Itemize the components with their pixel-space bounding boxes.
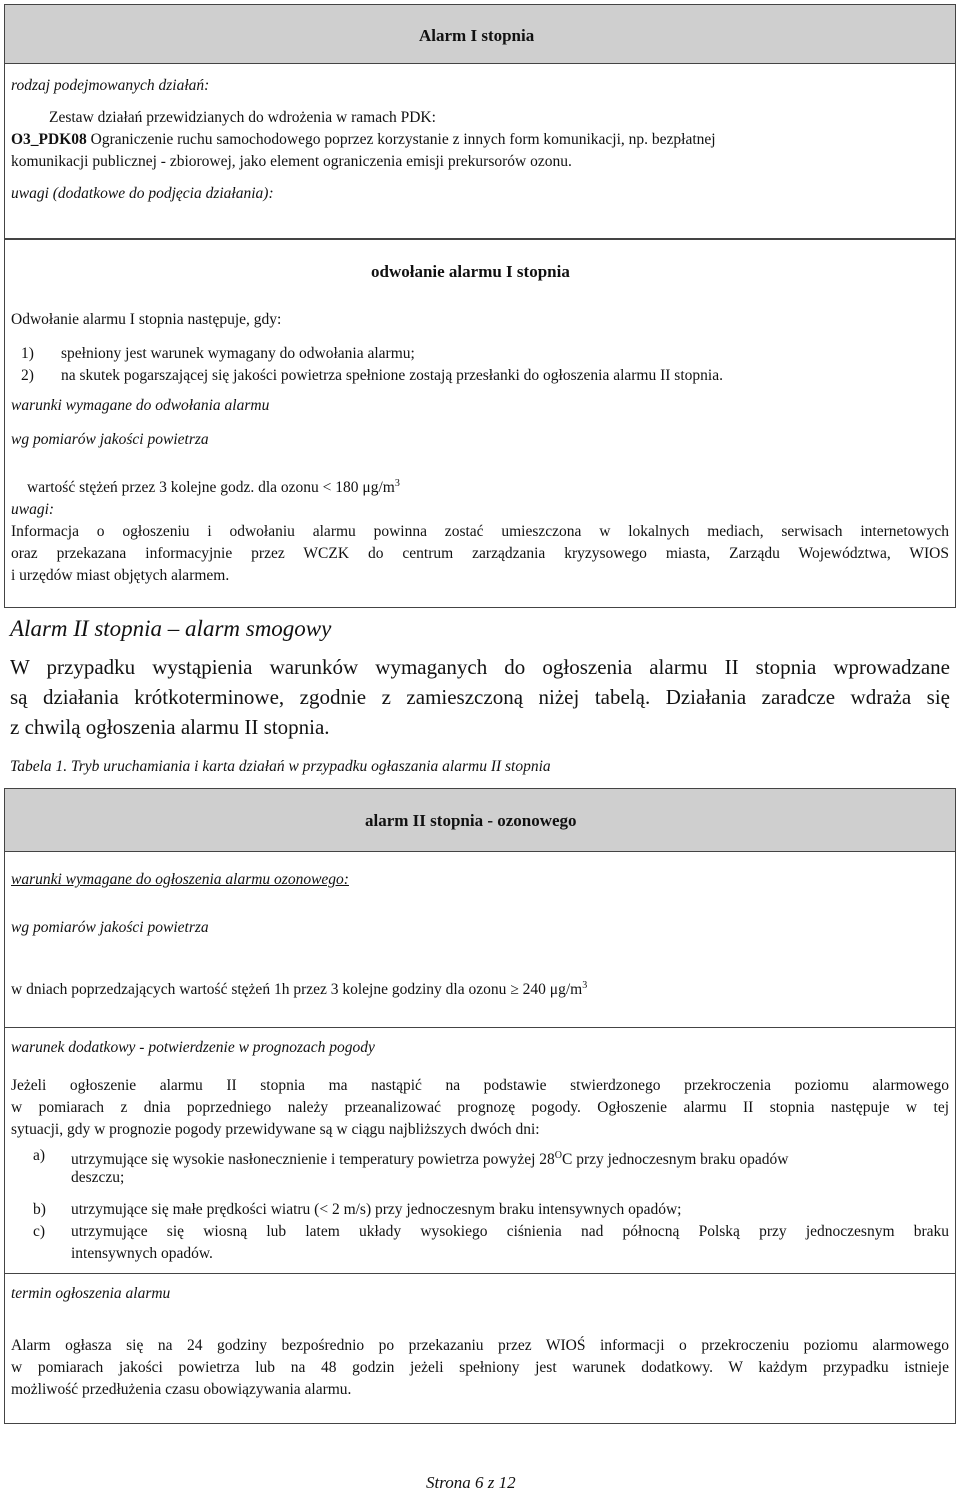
alarm-ii-para-line-1: W przypadku wystąpienia warunków wymaganych do ogłoszenia alarmu II stopnia wprowadzane (10, 655, 950, 679)
termin-line-2: w pomiarach jakości powietrza lub na 48 godzin jeżeli spełniony jest warunek dodatkowy. W każdym przypadku istnieje (11, 1359, 949, 1376)
measure-line-1 (11, 129, 716, 151)
item-a-line-2: deszczu; (71, 1169, 125, 1186)
measure-text-1: Ograniczenie ruchu samochodowego poprzez korzystanie z innych form komunikacji, np. bezpłatnej (86, 131, 716, 148)
page-number: Strona 6 z 12 (426, 1473, 516, 1492)
info-line-2: oraz przekazana informacyjnie przez WCZK do centrum zarządzania kryzysowego miasta, Zarządu Województwa, WIOS (11, 545, 949, 562)
uwagi-label: uwagi: (11, 501, 55, 518)
alarm-ii-title: alarm II stopnia - ozonowego (365, 811, 577, 830)
termin-line-3: możliwość przedłużenia czasu obowiązywania alarmu. (11, 1381, 352, 1398)
item-c-line-1: utrzymujące się wiosną lub latem układy wysokiego ciśnienia nad północną Polską przy jednoczesnym braku (71, 1223, 949, 1240)
odwolanie-alarmu-box (4, 238, 956, 608)
item-a-sup: O (554, 1150, 562, 1161)
condition-value: 240 μg/m (518, 981, 583, 999)
item-b-text: utrzymujące się małe prędkości wiatru (< 2 m/s) przy jednoczesnym braku intensywnych opadów; (71, 1201, 682, 1218)
condition-sup: 3 (582, 980, 588, 991)
alarm-ii-heading: Alarm II stopnia – alarm smogowy (10, 616, 332, 641)
alarm-ii-header (5, 789, 955, 852)
item-a-line-1 (71, 1145, 788, 1171)
measure-code: O3_PDK08 (11, 131, 87, 148)
divider (5, 1027, 955, 1028)
alarm-i-header (5, 5, 955, 64)
item-a-text-pre: utrzymujące się wysokie nasłonecznienie i temperatury powietrza powyżej 28 (71, 1151, 555, 1169)
odwolanie-title: odwołanie alarmu I stopnia (371, 262, 570, 281)
wg-pomiarow-label: wg pomiarów jakości powietrza (11, 919, 209, 936)
condition-text: w dniach poprzedzających wartość stężeń 1h przez 3 kolejne godziny dla ozonu (11, 981, 511, 999)
warunek-dodatkowy-label: warunek dodatkowy - potwierdzenie w prognozach pogody (11, 1039, 375, 1056)
alarm-ii-para-line-3: z chwilą ogłoszenia alarmu II stopnia. (10, 715, 330, 739)
odwolanie-item-2 (21, 365, 947, 387)
divider (5, 1273, 955, 1274)
alarm-i-box (4, 4, 956, 240)
termin-line-1: Alarm ogłasza się na 24 godziny bezpośrednio po przekazaniu przez WIOŚ informacji o przekroczeniu poziomu alarmowego (11, 1337, 949, 1354)
wartosc-sup: 3 (394, 478, 400, 489)
warunki-odwolania-label: warunki wymagane do odwołania alarmu (11, 397, 270, 414)
wg-pomiarow-label: wg pomiarów jakości powietrza (11, 431, 209, 448)
alarm-ii-para-line-2: są działania krótkoterminowe, zgodnie z zamieszczoną niżej tabelą. Działania zaradcze wdraża się (10, 685, 950, 709)
item-c-line-2: intensywnych opadów. (71, 1245, 213, 1262)
dodatkowy-para-line-1: Jeżeli ogłoszenie alarmu II stopnia ma nastąpić na podstawie stwierdzonego przekroczenia poziomu alarmowego (11, 1077, 949, 1094)
item-a-label: a) (33, 1147, 46, 1164)
odwolanie-item-1 (21, 343, 947, 365)
warunki-ogloszenia-label: warunki wymagane do ogłoszenia alarmu ozonowego: (11, 871, 349, 888)
item-number: 2) (21, 367, 34, 384)
dodatkowy-para-line-3: sytuacji, gdy w prognozie pogody przewidywane są w ciągu najbliższych dwóch dni: (11, 1121, 540, 1138)
table-caption: Tabela 1. Tryb uruchamiania i karta działań w przypadku ogłaszania alarmu II stopnia (10, 758, 551, 775)
item-a-text-post: C przy jednoczesnym braku opadów (562, 1151, 789, 1169)
rodzaj-dzialan-label: rodzaj podejmowanych działań: (11, 77, 210, 94)
item-number: 1) (21, 345, 34, 362)
wartosc-text: wartość stężeń przez 3 kolejne godz. dla ozonu < 180 μg/m (27, 479, 395, 497)
wartosc-stezen-line (27, 473, 400, 499)
dodatkowy-para-line-2: w pomiarach z dnia poprzedniego należy przeanalizować prognozę pogody. Ogłoszenie alarmu II stopnia następuje w tej (11, 1099, 949, 1116)
alarm-i-title: Alarm I stopnia (419, 26, 535, 45)
odwolanie-intro: Odwołanie alarmu I stopnia następuje, gdy: (11, 311, 282, 328)
uwagi-dodatkowe-label: uwagi (dodatkowe do podjęcia działania): (11, 185, 274, 202)
item-c-label: c) (33, 1223, 46, 1240)
condition-sign: ≥ (510, 981, 519, 999)
item-text: spełniony jest warunek wymagany do odwołania alarmu; (61, 345, 415, 362)
info-line-1: Informacja o ogłoszeniu i odwołaniu alarmu powinna zostać umieszczona w lokalnych mediach, serwisach internetowych (11, 523, 949, 540)
ozone-condition-line (11, 975, 587, 1001)
item-b-label: b) (33, 1201, 46, 1218)
termin-label: termin ogłoszenia alarmu (11, 1285, 171, 1302)
info-line-3: i urzędów miast objętych alarmem. (11, 567, 230, 584)
measure-line-2: komunikacji publicznej - zbiorowej, jako element ograniczenia emisji prekursorów ozonu. (11, 153, 572, 170)
alarm-ii-box (4, 788, 956, 1424)
item-text: na skutek pogarszającej się jakości powietrza spełnione zostają przesłanki do ogłoszenia alarmu II stopnia. (61, 367, 723, 384)
zestaw-dzialan-line: Zestaw działań przewidzianych do wdrożenia w ramach PDK: (49, 109, 436, 126)
